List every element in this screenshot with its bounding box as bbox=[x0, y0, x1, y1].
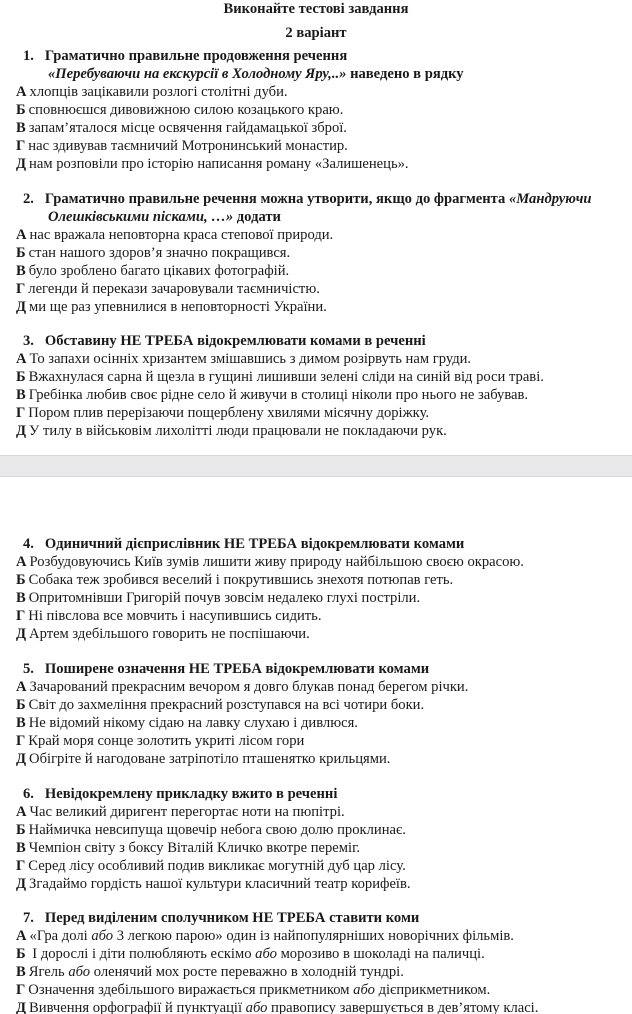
option-1a: А хлопців зацікавили розлогі столітні дуби. bbox=[16, 84, 288, 100]
variant-label: 2 варіант bbox=[285, 25, 347, 41]
option-3a: А То запахи осінніх хризантем змішавшись з димом розірвуть нам груди. bbox=[16, 351, 472, 367]
question-4: 4. Одиничний дієприслівник НЕ ТРЕБА відокремлювати комами bbox=[23, 536, 465, 552]
question-7: 7. Перед виділеним сполучником НЕ ТРЕБА ставити коми bbox=[23, 910, 420, 926]
option-5a: А Зачарований прекрасним вечором я довго блукав понад берегом річки. bbox=[16, 679, 469, 695]
option-7d: Г Означення здебільшого виражається прикметником або дієприкметником. bbox=[16, 982, 491, 998]
option-7b: Б І дорослі і діти полюбляють ескімо або морозиво в шоколаді на паличці. bbox=[16, 946, 485, 962]
option-3e: Д У тилу в військовім лихолітті люди працювали не покладаючи рук. bbox=[16, 423, 447, 439]
option-2c: В було зроблено багато цікавих фотографій. bbox=[16, 263, 290, 279]
option-6b: Б Наймичка невсипуща щовечір небога свою долю проклинає. bbox=[16, 822, 406, 838]
option-3c: В Гребінка любив своє рідне село й живучи в столиці ніколи про нього не забував. bbox=[16, 387, 529, 403]
option-1b: Б сповнюєшся дивовижною силою козацького краю. bbox=[16, 102, 344, 118]
question-1-continuation: «Перебуваючи на екскурсії в Холодному Яру,..» наведено в рядку bbox=[48, 66, 464, 82]
question-3: 3. Обставину НЕ ТРЕБА відокремлювати комами в реченні bbox=[23, 333, 426, 349]
option-4b: Б Собака теж зробився веселий і покрутившись знехотя потюпав геть. bbox=[16, 572, 454, 588]
document-title: Виконайте тестові завдання bbox=[223, 1, 409, 17]
option-1c: В запам’яталося місце освячення гайдамацької зброї. bbox=[16, 120, 347, 136]
page-separator bbox=[0, 455, 632, 477]
question-1: 1. Граматично правильне продовження речення bbox=[23, 48, 348, 64]
option-7a: А «Гра долі або 3 легкою парою» один із найпопулярніших новорічних фільмів. bbox=[16, 928, 514, 944]
question-6: 6. Невідокремлену прикладку вжито в реченні bbox=[23, 786, 338, 802]
option-2a: А нас вражала неповторна краса степової природи. bbox=[16, 227, 334, 243]
option-6c: В Чемпіон світу з боксу Віталій Кличко вкотре переміг. bbox=[16, 840, 361, 856]
option-2e: Д ми ще раз упевнилися в неповторності України. bbox=[16, 299, 327, 315]
option-7e: Д Вивчення орфографії й пунктуації або правопису завершується в дев’ятому класі. bbox=[16, 1000, 539, 1014]
option-4e: Д Артем здебільшого говорить не поспішаючи. bbox=[16, 626, 310, 642]
question-5: 5. Поширене означення НЕ ТРЕБА відокремлювати комами bbox=[23, 661, 430, 677]
option-2b: Б стан нашого здоров’я значно покращився. bbox=[16, 245, 291, 261]
page-1 bbox=[0, 0, 632, 455]
page-2 bbox=[0, 477, 632, 1014]
option-1e: Д нам розповіли про історію написання роману «Залишенець». bbox=[16, 156, 409, 172]
option-4c: В Опритомнівши Григорій почув зовсім недалеко глухі постріли. bbox=[16, 590, 421, 606]
option-6e: Д Згадаймо гордість нашої культури класичний театр корифеїв. bbox=[16, 876, 411, 892]
option-5e: Д Обігріте й нагодоване затріпотіло пташенятко крильцями. bbox=[16, 751, 391, 767]
question-2: 2. Граматично правильне речення можна утворити, якщо до фрагмента «Мандруючи bbox=[23, 191, 592, 207]
option-2d: Г легенди й перекази зачаровували таємничістю. bbox=[16, 281, 320, 297]
option-5c: В Не відомий нікому сідаю на лавку слухаю і дивлюся. bbox=[16, 715, 358, 731]
option-5b: Б Світ до захмеління прекрасний розступався на всі чотири боки. bbox=[16, 697, 425, 713]
option-5d: Г Край моря сонце золотить укриті лісом гори bbox=[16, 733, 305, 749]
option-3d: Г Пором плив перерізаючи пощерблену хвилями місячну доріжку. bbox=[16, 405, 430, 421]
option-3b: Б Вжахнулася сарна й щезла в гущині лишивши зелені сліди на синій від роси траві. bbox=[16, 369, 544, 385]
option-6a: А Час великий диригент перегортає ноти на пюпітрі. bbox=[16, 804, 345, 820]
option-1d: Г нас здивував таємничий Мотронинський монастир. bbox=[16, 138, 348, 154]
option-4d: Г Ні півслова все мовчить і насупившись сидить. bbox=[16, 608, 322, 624]
option-6d: Г Серед лісу особливий подив викликає могутній дуб цар лісу. bbox=[16, 858, 406, 874]
option-7c: В Ягель або оленячий мох росте переважно в холодній тундрі. bbox=[16, 964, 404, 980]
question-2-continuation: Олешківськими пісками, …» додати bbox=[48, 209, 281, 225]
option-4a: А Розбудовуючись Київ зумів лишити живу природу найбільшою своєю окрасою. bbox=[16, 554, 524, 570]
